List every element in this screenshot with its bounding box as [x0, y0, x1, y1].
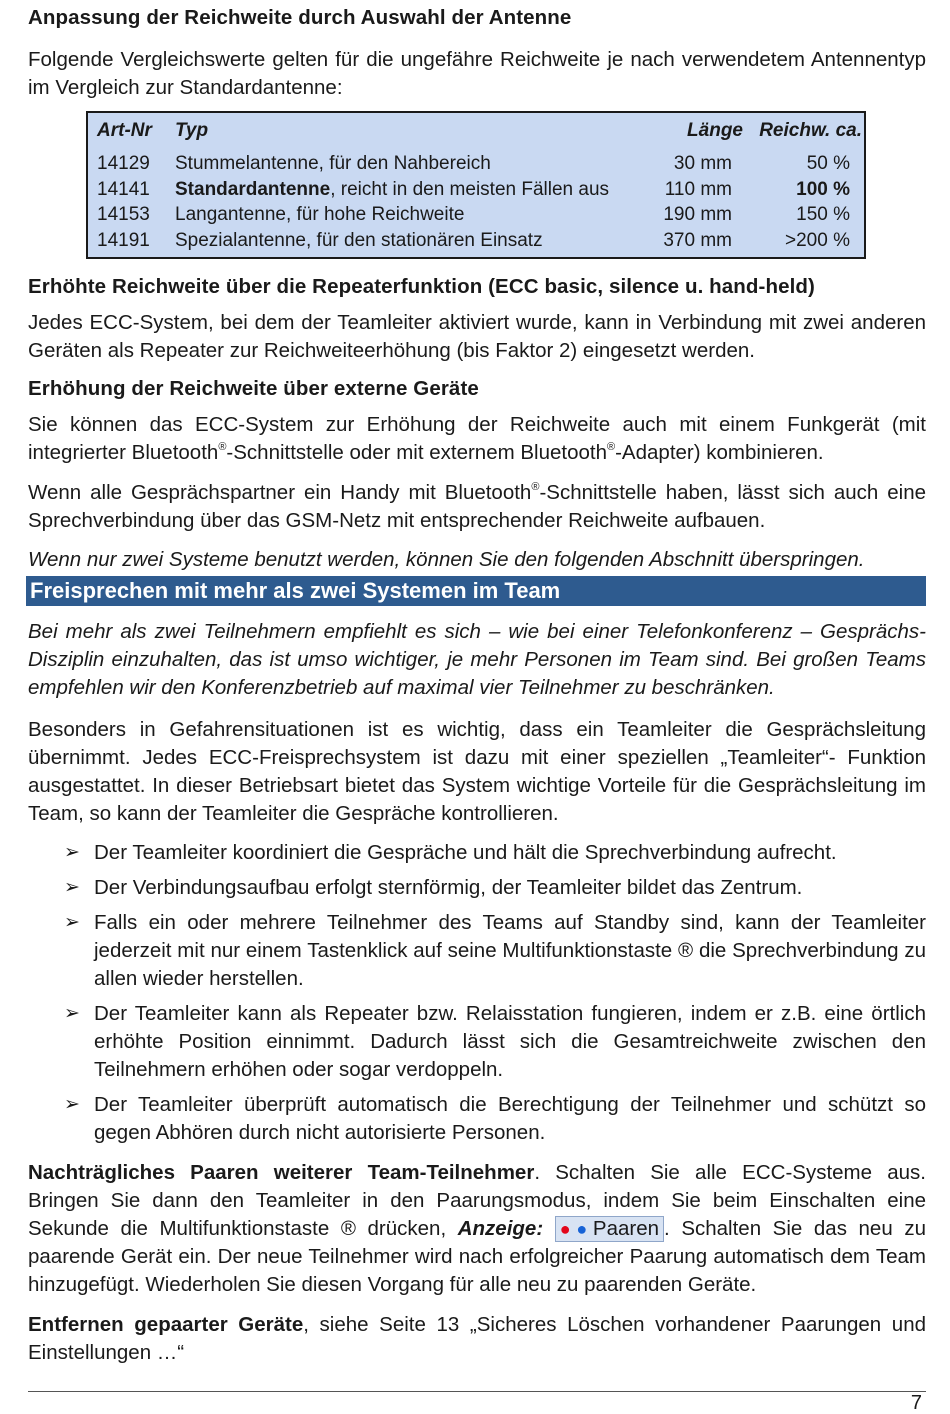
cell-reichweite: 100 %: [796, 178, 850, 200]
cell-laenge: 30 mm: [673, 153, 732, 174]
registered-mark: ®: [607, 441, 616, 453]
list-item-text: Der Verbindungsaufbau erfolgt sternförmig, der Teamleiter bildet das Zentrum.: [94, 876, 803, 899]
display-text: Paaren: [592, 1217, 660, 1240]
arrow-bullet-icon: ➢: [64, 877, 80, 898]
text-run: -Schnittstelle haben, lässt sich auch eine Sprechverbindung über das GSM-Netz mit entsprechender Reichweite aufbauen.: [28, 481, 926, 532]
pairing-paragraph: [28, 1159, 926, 1299]
gsm-paragraph: [28, 479, 926, 535]
list-item-text: Der Teamleiter koordiniert die Gespräche und hält die Sprechverbindung aufrecht.: [94, 841, 837, 864]
list-item: [28, 1000, 926, 1084]
team-intro-paragraph: Bei mehr als zwei Teilnehmern empfiehlt es sich – wie bei einer Telefonkonferenz – Gesprächs-Disziplin einzuhalten, das ist umso wichtiger, je mehr Personen im Team sind. Bei großen Teams empfehlen wir den Konferenzbetrieb auf maximal vier Teilnehmer zu beschränken.: [28, 620, 926, 699]
cell-laenge: 110 mm: [664, 178, 732, 200]
pairing-lead: Nachträgliches Paaren weiterer Team-Teilnehmer: [28, 1161, 535, 1184]
cell-reichweite: 150 %: [796, 204, 850, 225]
footer-divider: [28, 1391, 926, 1392]
list-item-text: Falls ein oder mehrere Teilnehmer des Teams auf Standby sind, kann der Teamleiter jederzeit mit nur einem Tastenklick auf seine Multifunktionstaste ® die Sprechverbindung zu allen wieder herstellen.: [94, 911, 926, 990]
table-row: [88, 202, 864, 228]
section-heading-repeater: Erhöhte Reichweite über die Repeaterfunktion (ECC basic, silence u. hand-held): [28, 275, 815, 298]
text-run: . Schalten Sie das neu zu paarende Gerät ein. Der neue Teilnehmer wird nach erfolgreicher Paarung automatisch dem Team hinzugefügt. Wiederholen Sie diesen Vorgang für alle neu zu paarenden Geräte.: [28, 1217, 926, 1296]
registered-mark: ®: [218, 441, 227, 453]
cell-reichweite: 50 %: [806, 153, 850, 174]
header-reichweite: Reichw. ca.: [759, 120, 862, 141]
cell-laenge: 190 mm: [663, 204, 732, 225]
list-item-text: Der Teamleiter überprüft automatisch die Berechtigung der Teilnehmer und schützt so gegen Abhören durch nicht autorisierte Personen.: [94, 1093, 926, 1144]
registered-mark: ®: [531, 481, 540, 493]
cell-typ-text: Spezialantenne, für den stationären Einsatz: [175, 229, 543, 251]
header-art-nr: Art-Nr: [97, 120, 152, 141]
section-heading-antenne: Anpassung der Reichweite durch Auswahl der Antenne: [28, 6, 572, 29]
red-led-icon: ●: [559, 1219, 571, 1239]
anzeige-label: Anzeige:: [457, 1217, 544, 1240]
cell-art-nr: 14129: [97, 153, 150, 174]
cell-typ-text: , reicht in den meisten Fällen aus: [330, 178, 610, 200]
team-body-paragraph: Besonders in Gefahrensituationen ist es wichtig, dass ein Teamleiter die Gesprächsleitung übernimmt. Jedes ECC-Freisprechsystem ist dazu mit einer speziellen „Teamleiter“- Funktion ausgestattet. In dieser Betriebsart bietet das System wichtige Vorteile für die Gesprächsleitung im Team, so kann der Teamleiter die Gespräche kontrollieren.: [28, 718, 926, 825]
text-run: -Adapter) kombinieren.: [615, 441, 824, 464]
cell-typ: [175, 228, 543, 254]
remove-lead: Entfernen gepaarter Geräte: [28, 1313, 304, 1336]
blue-led-icon: ●: [576, 1219, 588, 1239]
arrow-bullet-icon: ➢: [64, 1003, 80, 1024]
text-run: , siehe Seite 13 „Sicheres Löschen vorhandener Paarungen und Einstellungen …“: [28, 1313, 926, 1364]
cell-art-nr: 14191: [97, 229, 150, 251]
remove-paragraph: [28, 1311, 926, 1367]
table-header-row: [88, 115, 864, 147]
list-item: [28, 1091, 926, 1147]
table-row: [88, 228, 864, 254]
cell-art-nr: 14141: [97, 178, 150, 200]
cell-reichweite: >200 %: [785, 229, 850, 251]
text-run: -Schnittstelle oder mit externem Bluetooth: [226, 441, 607, 464]
cell-typ-text: Stummelantenne, für den Nahbereich: [175, 153, 491, 174]
arrow-bullet-icon: ➢: [64, 912, 80, 933]
cell-typ-bold: Standardantenne: [175, 178, 331, 200]
text-run: . Schalten Sie alle ECC-Systeme aus. Bringen Sie dann den Teamleiter in den Paarungsmodus, indem Sie beim Einschalten eine Sekunde die Multifunktionstaste ® drücken,: [28, 1161, 926, 1240]
text-run: Sie können das ECC-System zur Erhöhung der Reichweite auch mit einem Funkgerät (mit integrierter Bluetooth: [28, 413, 926, 464]
page-number: 7: [910, 1392, 922, 1414]
table-row: [88, 151, 864, 177]
list-item: [28, 909, 926, 993]
cell-laenge: 370 mm: [663, 229, 732, 251]
header-typ: Typ: [175, 120, 209, 141]
antenne-intro-paragraph: Folgende Vergleichswerte gelten für die ungefähre Reichweite je nach verwendetem Antennentyp im Vergleich zur Standardantenne:: [28, 48, 926, 99]
list-item: [28, 839, 926, 867]
arrow-bullet-icon: ➢: [64, 842, 80, 863]
list-item-text: Der Teamleiter kann als Repeater bzw. Relaisstation fungieren, indem er z.B. eine örtlich erhöhte Position einnimmt. Dadurch lässt sich die Gesamtreichweite zwischen den Teilnehmern erhöhen oder sogar verdoppeln.: [94, 1002, 926, 1081]
cell-typ: [175, 202, 464, 228]
antenna-comparison-table: [86, 111, 866, 259]
cell-art-nr: 14153: [97, 204, 150, 225]
teamleiter-feature-list: [28, 839, 926, 1147]
repeater-paragraph: Jedes ECC-System, bei dem der Teamleiter aktiviert wurde, kann in Verbindung mit zwei anderen Geräten als Repeater zur Reichweiteerhöhung (bis Faktor 2) eingesetzt werden.: [28, 311, 926, 362]
table-row: [88, 177, 864, 203]
section-heading-externe-geraete: Erhöhung der Reichweite über externe Geräte: [28, 377, 479, 400]
document-page: [28, 0, 926, 1367]
section-bar-team: Freisprechen mit mehr als zwei Systemen im Team: [26, 576, 926, 606]
cell-typ-text: Langantenne, für hohe Reichweite: [175, 204, 465, 225]
arrow-bullet-icon: ➢: [64, 1094, 80, 1115]
cell-typ: [175, 177, 609, 203]
cell-typ: [175, 151, 491, 177]
externe-geraete-paragraph: [28, 411, 926, 467]
text-run: Wenn alle Gesprächspartner ein Handy mit Bluetooth: [28, 481, 532, 504]
header-laenge: Länge: [687, 120, 743, 141]
list-item: [28, 874, 926, 902]
skip-note: Wenn nur zwei Systeme benutzt werden, können Sie den folgenden Abschnitt überspringen.: [28, 548, 865, 571]
display-indicator: [555, 1216, 664, 1242]
